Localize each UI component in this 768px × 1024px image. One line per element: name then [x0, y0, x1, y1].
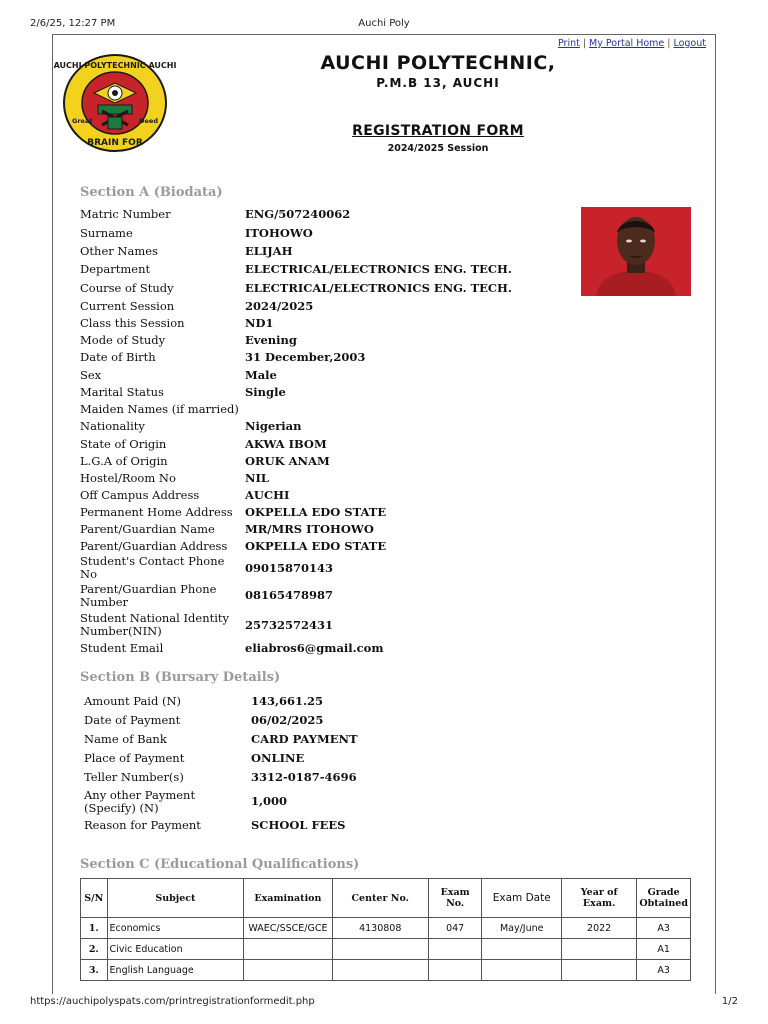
- biodata-label: Department: [80, 262, 151, 276]
- qualification-row: [81, 939, 691, 960]
- biodata-label: Class this Session: [80, 316, 185, 330]
- qualification-cell-exam-no: [428, 960, 482, 981]
- section-b-title: Section B (Bursary Details): [80, 670, 281, 685]
- qualification-cell-subject: English Language: [107, 960, 244, 981]
- biodata-row: [78, 224, 578, 242]
- biodata-row: [78, 435, 578, 453]
- bursary-value: 143,661.25: [251, 694, 324, 708]
- logo-top-text: AUCHI POLYTECHNIC AUCHI: [53, 61, 177, 70]
- qualification-cell-exam-no: [428, 939, 482, 960]
- qualification-cell-examination: [244, 939, 332, 960]
- form-title: REGISTRATION FORM: [352, 123, 524, 139]
- link-separator: |: [582, 38, 587, 49]
- biodata-value: 09015870143: [245, 560, 334, 575]
- biodata-value: OKPELLA EDO STATE: [245, 505, 387, 519]
- biodata-label: Parent/Guardian Address: [80, 539, 228, 553]
- qualification-cell-center-no: [332, 960, 428, 981]
- biodata-value: Single: [245, 385, 286, 399]
- qualification-row: [81, 960, 691, 981]
- bursary-value: CARD PAYMENT: [251, 732, 358, 746]
- biodata-row: [78, 504, 578, 521]
- qualification-cell-sn: 1.: [81, 918, 108, 939]
- qualifications-column-header: Examination: [244, 879, 332, 918]
- biodata-label: Course of Study: [80, 280, 174, 295]
- link-separator: |: [667, 38, 671, 49]
- qualification-cell-sn: 3.: [81, 960, 108, 981]
- qualification-cell-center-no: 4130808: [332, 918, 428, 939]
- biodata-label: Current Session: [80, 298, 175, 313]
- biodata-table: [78, 205, 578, 657]
- bursary-row: [82, 816, 482, 835]
- qualifications-column-header: Center No.: [332, 879, 428, 918]
- biodata-row: [78, 384, 578, 401]
- biodata-label: Nationality: [80, 419, 145, 433]
- form-title-block: [213, 123, 663, 154]
- biodata-row: [78, 366, 578, 384]
- biodata-row: [78, 418, 578, 435]
- bursary-label: Date of Payment: [84, 713, 181, 727]
- institution-address: P.M.B 13, AUCHI: [376, 76, 500, 90]
- qualification-cell-exam-date: [482, 939, 562, 960]
- biodata-value: ELECTRICAL/ELECTRONICS ENG. TECH.: [245, 280, 512, 295]
- bursary-row: [82, 768, 482, 787]
- biodata-label: Student National Identity Number(NIN): [80, 611, 230, 638]
- biodata-row: [78, 297, 578, 315]
- biodata-value: AKWA IBOM: [245, 436, 327, 451]
- bursary-row: [82, 692, 482, 711]
- bursary-label: Place of Payment: [84, 751, 185, 765]
- bursary-value: 06/02/2025: [251, 713, 324, 727]
- print-footer: [0, 994, 768, 1010]
- biodata-label: Marital Status: [80, 385, 164, 399]
- biodata-label: Sex: [80, 367, 102, 382]
- biodata-value: eliabros6@gmail.com: [245, 641, 384, 655]
- print-link[interactable]: Print: [557, 38, 580, 49]
- biodata-value: 25732572431: [245, 617, 334, 632]
- top-links: [558, 38, 706, 49]
- bursary-row: [82, 730, 482, 749]
- qualification-cell-subject: Civic Education: [107, 939, 244, 960]
- biodata-row: [78, 205, 578, 224]
- biodata-label: Student's Contact Phone No: [80, 554, 225, 581]
- biodata-label: Off Campus Address: [80, 488, 200, 502]
- biodata-row: [78, 470, 578, 487]
- bursary-value: 3312-0187-4696: [251, 770, 357, 784]
- biodata-value: AUCHI: [245, 488, 290, 502]
- institution-header: [213, 52, 663, 90]
- biodata-value: ENG/507240062: [245, 207, 351, 221]
- bursary-label: Any other Payment (Specify) (N): [84, 787, 196, 815]
- auchi-polytechnic-logo: [53, 53, 177, 153]
- biodata-value: [243, 401, 578, 418]
- qualification-cell-year: [561, 960, 636, 981]
- qualification-cell-subject: Economics: [107, 918, 244, 939]
- biodata-value: ELECTRICAL/ELECTRONICS ENG. TECH.: [245, 262, 512, 276]
- qualifications-column-header: Exam Date: [482, 879, 562, 918]
- biodata-value: 31 December,2003: [245, 350, 366, 364]
- biodata-value: ELIJAH: [245, 243, 293, 258]
- bursary-value: SCHOOL FEES: [251, 818, 346, 832]
- biodata-row: [78, 453, 578, 470]
- biodata-value: Male: [245, 367, 277, 382]
- biodata-value: ORUK ANAM: [245, 454, 330, 468]
- biodata-label: L.G.A of Origin: [80, 454, 168, 468]
- qualifications-column-header: S/N: [81, 879, 108, 918]
- biodata-row: [78, 521, 578, 538]
- biodata-row: [78, 332, 578, 349]
- biodata-label: Mode of Study: [80, 333, 166, 347]
- my-portal-home-link[interactable]: My Portal Home: [589, 38, 665, 49]
- print-url: https://auchipolyspats.com/printregistrationformedit.php: [30, 996, 315, 1007]
- section-c-title: Section C (Educational Qualifications): [80, 857, 360, 872]
- qualifications-column-header: Grade Obtained: [637, 879, 691, 918]
- bursary-row: [82, 749, 482, 768]
- form-session: 2024/2025 Session: [387, 143, 489, 154]
- biodata-row: [78, 538, 578, 555]
- biodata-label: Matric Number: [80, 207, 171, 221]
- qualification-row: [81, 918, 691, 939]
- qualification-cell-exam-date: May/June: [482, 918, 562, 939]
- biodata-label: Other Names: [80, 243, 158, 258]
- print-header: [0, 16, 768, 32]
- biodata-label: Parent/Guardian Phone Number: [80, 581, 217, 609]
- bursary-row: [82, 787, 482, 816]
- biodata-value: ND1: [245, 316, 274, 330]
- bursary-value: ONLINE: [251, 751, 305, 765]
- biodata-value: Nigerian: [245, 419, 302, 433]
- qualification-cell-grade: A3: [637, 918, 691, 939]
- qualification-cell-examination: WAEC/SSCE/GCE: [244, 918, 332, 939]
- biodata-row: [78, 487, 578, 504]
- bursary-table: [82, 692, 482, 835]
- logo-bottom-text: BRAIN FOR: [87, 138, 143, 148]
- registration-form-page: [52, 34, 716, 994]
- biodata-value: OKPELLA EDO STATE: [245, 539, 387, 553]
- qualification-cell-exam-no: 047: [428, 918, 482, 939]
- biodata-value: MR/MRS ITOHOWO: [245, 522, 374, 536]
- biodata-row: [78, 401, 578, 418]
- qualification-cell-grade: A1: [637, 939, 691, 960]
- biodata-label: Date of Birth: [80, 350, 156, 364]
- biodata-label: Parent/Guardian Name: [80, 522, 215, 536]
- qualifications-column-header: Subject: [107, 879, 244, 918]
- biodata-row: [78, 581, 578, 610]
- print-page-title: Auchi Poly: [358, 18, 410, 29]
- biodata-value: 08165478987: [245, 588, 334, 602]
- print-page-number: 1/2: [721, 996, 738, 1007]
- qualification-cell-year: [561, 939, 636, 960]
- institution-name: AUCHI POLYTECHNIC,: [320, 52, 556, 74]
- qualification-cell-exam-date: [482, 960, 562, 981]
- biodata-label: Hostel/Room No: [80, 471, 176, 485]
- biodata-row: [78, 315, 578, 332]
- bursary-value: 1,000: [251, 794, 288, 808]
- qualifications-table: [80, 878, 691, 981]
- qualification-cell-sn: 2.: [81, 939, 108, 960]
- biodata-row: [78, 640, 578, 657]
- bursary-label: Amount Paid (N): [84, 694, 182, 708]
- biodata-row: [78, 279, 578, 297]
- logout-link[interactable]: Logout: [673, 38, 706, 49]
- biodata-label: State of Origin: [80, 436, 167, 451]
- logo-left-text: Great: [72, 117, 93, 125]
- qualification-cell-center-no: [332, 939, 428, 960]
- bursary-row: [82, 711, 482, 730]
- biodata-label: Surname: [80, 225, 133, 240]
- biodata-row: [78, 260, 578, 279]
- section-a-title: Section A (Biodata): [80, 185, 223, 200]
- biodata-label: Maiden Names (if married): [80, 402, 239, 416]
- biodata-value: Evening: [245, 333, 297, 347]
- biodata-label: Permanent Home Address: [80, 505, 233, 519]
- biodata-row: [78, 610, 578, 640]
- print-datetime: 2/6/25, 12:27 PM: [30, 18, 116, 29]
- qualifications-column-header: Year of Exam.: [561, 879, 636, 918]
- biodata-label: Student Email: [80, 641, 164, 655]
- biodata-row: [78, 349, 578, 366]
- bursary-label: Name of Bank: [84, 732, 167, 746]
- biodata-row: [78, 242, 578, 260]
- qualification-cell-grade: A3: [637, 960, 691, 981]
- qualifications-header-row: [81, 879, 691, 918]
- biodata-value: 2024/2025: [245, 298, 314, 313]
- biodata-value: NIL: [245, 471, 269, 485]
- biodata-row: [78, 555, 578, 581]
- student-photo: [581, 207, 691, 296]
- qualification-cell-examination: [244, 960, 332, 981]
- qualifications-column-header: Exam No.: [428, 879, 482, 918]
- qualification-cell-year: 2022: [561, 918, 636, 939]
- bursary-label: Teller Number(s): [84, 770, 184, 784]
- biodata-value: ITOHOWO: [245, 225, 313, 240]
- logo-right-text: Deed: [139, 117, 158, 125]
- bursary-label: Reason for Payment: [84, 818, 201, 832]
